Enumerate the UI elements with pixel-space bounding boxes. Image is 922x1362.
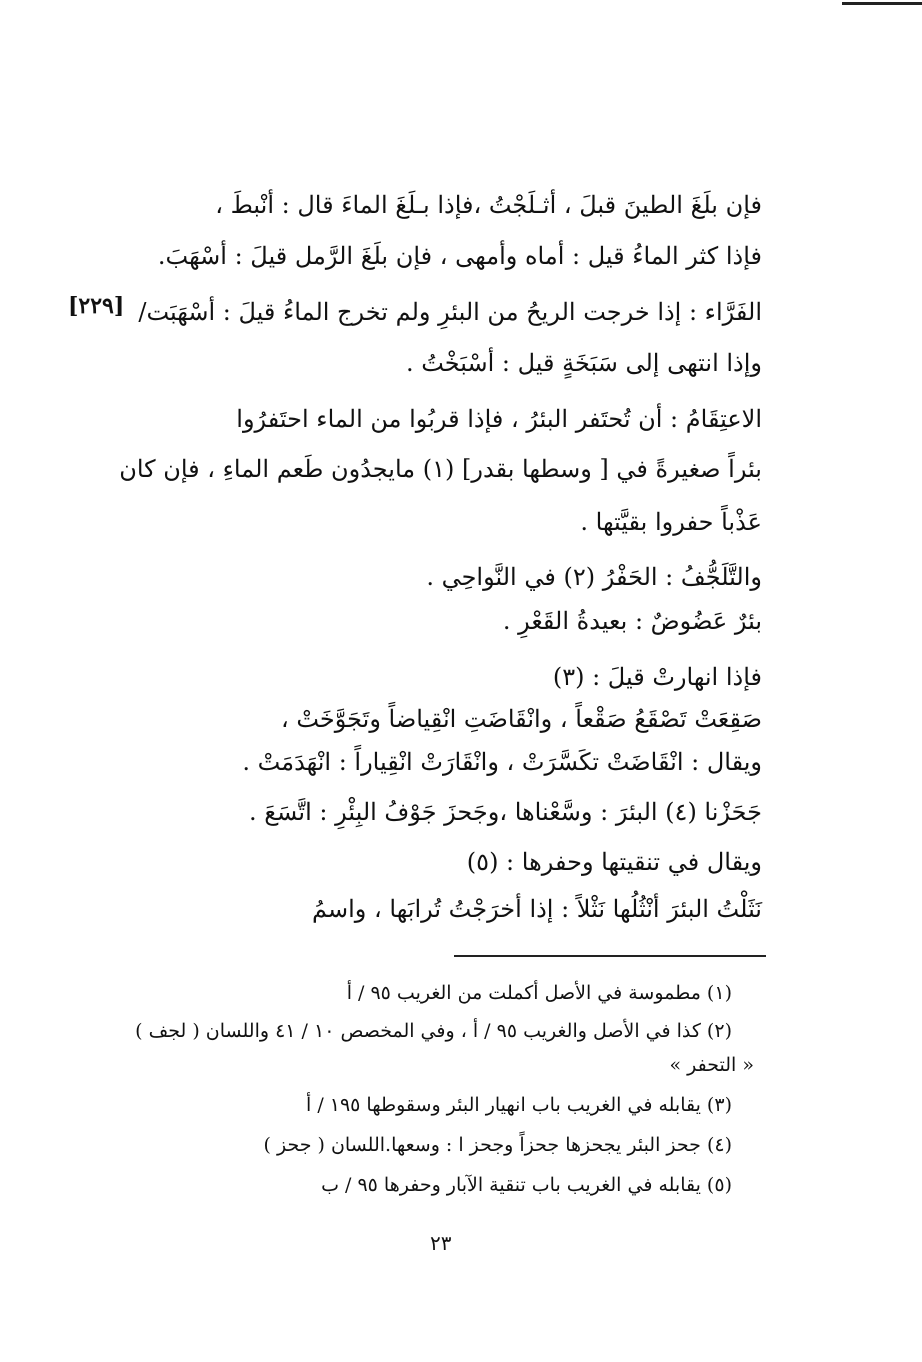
footnote-1: (١) مطموسة في الأصل أكملت من الغريب ٩٥ / أ: [346, 982, 732, 1004]
body-line-14: ويقال في تنقيتها وحفرها : (٥): [466, 848, 762, 876]
footnote-separator: [454, 955, 766, 957]
body-line-2: فإذا كثر الماءُ قيل : أماه وأمهى ، فإن بلَغَ الرَّمل قيلَ : أسْهَبَ.: [157, 242, 762, 270]
body-line-15: نَثَلْتُ البئرَ أنْثُلُها نَثْلاً : إذا أخرَجْتُ تُرابَها ، واسمُ: [312, 895, 762, 923]
body-line-7: عَذْباً حفروا بقيَّتها .: [580, 508, 762, 536]
body-line-4: وإذا انتهى إلى سَبَخَةٍ قيل : أسْبَخْتُ .: [405, 349, 762, 377]
footnote-2-continuation: « التحفر »: [669, 1054, 754, 1076]
footnote-2: (٢) كذا في الأصل والغريب ٩٥ / أ ، وفي المخصص ١٠ / ٤١ واللسان ( لجف ): [135, 1020, 732, 1042]
body-line-8: والتَّلَجُّفُ : الحَفْرُ (٢) في النَّواحِي .: [426, 563, 762, 591]
body-line-6: بئراً صغيرةً في [ وسطها بقدر] (١) مايجدُون طَعم الماءِ ، فإن كان: [119, 455, 762, 483]
footnote-4: (٤) جحز البئر يجحزها جحزاً وجحز ا : وسعها.اللسان ( جحز ): [263, 1134, 732, 1156]
footnote-3: (٣) يقابله في الغريب باب انهيار البئر وسقوطها ١٩٥ / أ: [306, 1094, 732, 1116]
page-number: ٢٣: [430, 1231, 452, 1255]
margin-folio-note: [٢٢٩]: [68, 293, 125, 319]
body-line-11: صَقِعَتْ تَصْقَعُ صَقْعاً ، وانْقَاضَتِ انْقِياضاً وتَجَوَّخَتْ ،: [280, 705, 762, 733]
body-line-9: بئرٌ عَضُوضٌ : بعيدةُ القَعْرِ .: [502, 607, 762, 635]
body-line-3: الفَرَّاء : إذا خرجت الريحُ من البئرِ ولم تخرج الماءُ قيلَ : أسْهَبَت/: [138, 298, 762, 326]
body-line-1: فإن بلَغَ الطينَ قبلَ ، أثـلَجْتُ ،فإذا بـلَغَ الماءَ قال : أنْبطَ ،: [215, 191, 762, 219]
body-line-12: ويقال : انْقَاضَتْ تكَسَّرَتْ ، وانْقَارَتْ انْقِياراً : انْهَدَمَتْ .: [242, 748, 762, 776]
body-line-10: فإذا انهارتْ قيلَ : (٣): [552, 663, 762, 691]
footnote-5: (٥) يقابله في الغريب باب تنقية الآبار وحفرها ٩٥ / ب: [321, 1174, 732, 1196]
body-line-5: الاعتِقَامُ : أن تُحتَفر البئرُ ، فإذا قربُوا من الماء احتَفرُوا: [236, 405, 762, 433]
body-line-13: جَحَزْنا (٤) البئرَ : وسَّعْناها ،وجَحزَ جَوْفُ البِئْرِ : اتَّسَعَ .: [248, 798, 762, 826]
